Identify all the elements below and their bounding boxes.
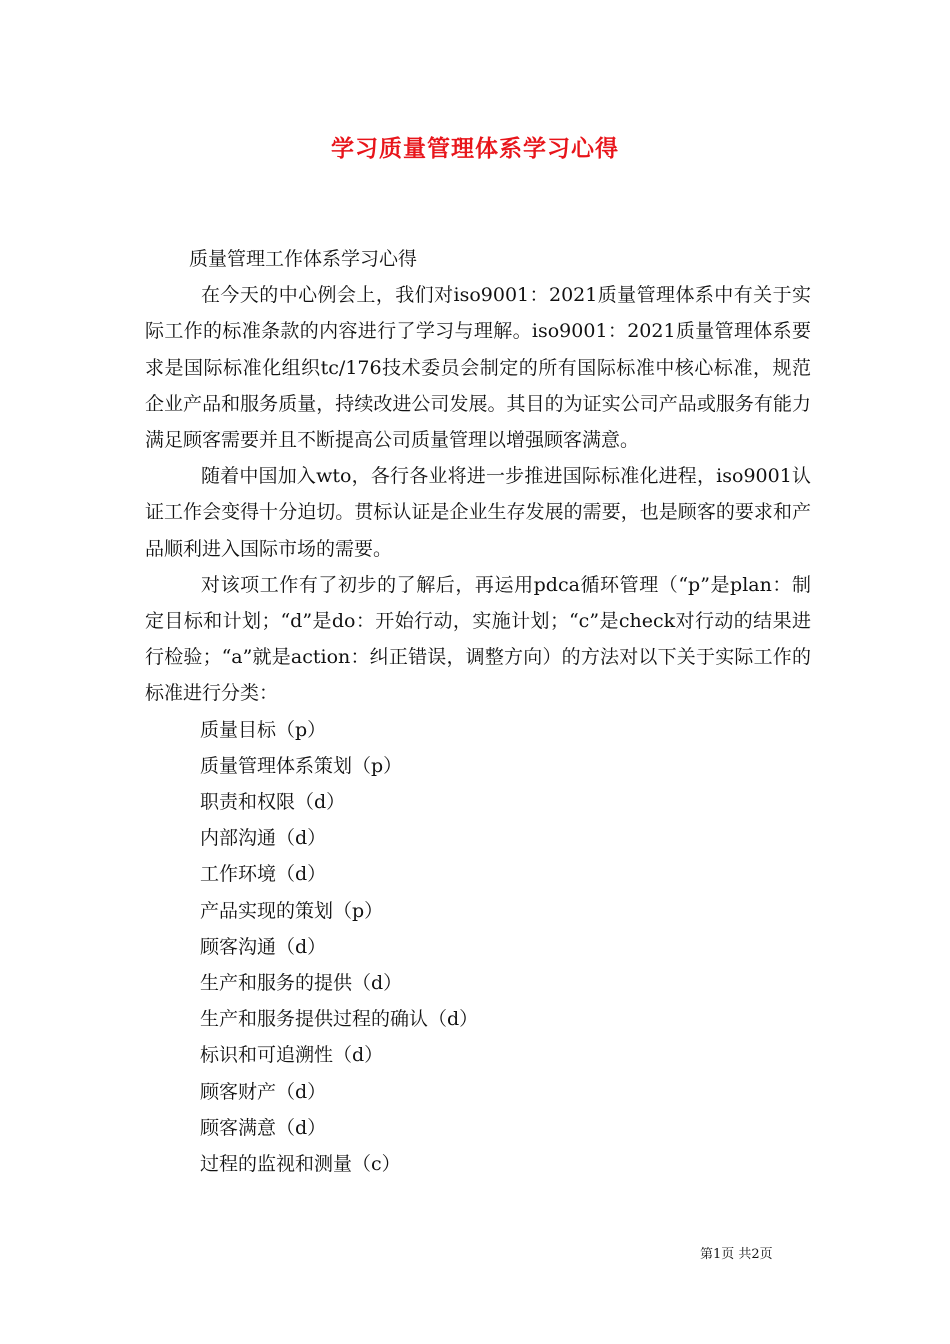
list-item: 生产和服务的提供（d） [200,972,403,995]
standards-list [145,712,811,1183]
list-item: 顾客满意（d） [200,1116,327,1139]
document-body [145,241,811,1182]
list-item: 质量管理体系策划（p） [200,754,403,777]
list-item: 顾客沟通（d） [200,935,327,958]
list-item: 标识和可追溯性（d） [200,1044,384,1067]
list-item: 职责和权限（d） [200,791,346,814]
list-item: 质量目标（p） [200,718,327,741]
paragraph: 对该项工作有了初步的了解后，再运用pdca循环管理（“p”是plan：制定目标和计划；“d”是do：开始行动，实施计划；“c”是check对行动的结果进行检验；“a”就是action：纠正错误，调整方向）的方法对以下关于实际工作的标准进行分类： [145,573,811,705]
page-number: 第1页 共2页 [700,1247,773,1262]
list-item: 过程的监视和测量（c） [200,1153,401,1176]
paragraph: 在今天的中心例会上，我们对iso9001：2021质量管理体系中有关于实际工作的标准条款的内容进行了学习与理解。iso9001：2021质量管理体系要求是国际标准化组织tc/176技术委员会制定的所有国际标准中核心标准，规范企业产品和服务质量，持续改进公司发展。其目的为证实公司产品或服务有能力满足顾客需要并且不断提高公司质量管理以增强顾客满意。 [145,284,811,452]
list-item: 工作环境（d） [200,863,327,886]
list-item: 生产和服务提供过程的确认（d） [200,1008,479,1031]
list-item: 内部沟通（d） [200,827,327,850]
list-item: 产品实现的策划（p） [200,899,384,922]
list-item: 顾客财产（d） [200,1080,327,1103]
page-title: 学习质量管理体系学习心得 [331,135,619,162]
paragraph: 随着中国加入wto，各行各业将进一步推进国际标准化进程，iso9001认证工作会变得十分迫切。贯标认证是企业生存发展的需要，也是顾客的要求和产品顺利进入国际市场的需要。 [145,465,811,560]
document-subtitle: 质量管理工作体系学习心得 [189,248,418,270]
